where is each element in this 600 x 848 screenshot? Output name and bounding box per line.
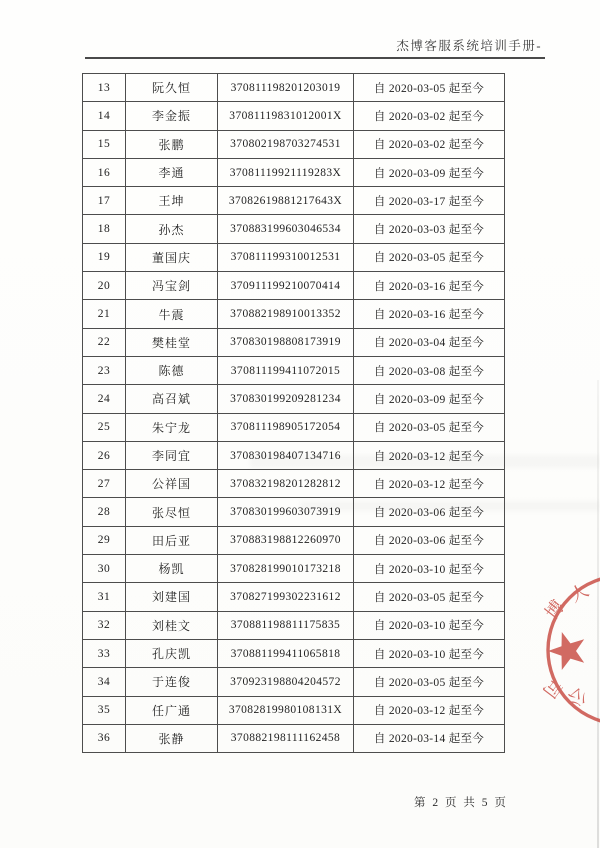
employment-period: 自 2020-03-16 起至今 xyxy=(354,300,504,328)
person-name: 刘桂文 xyxy=(126,612,218,640)
employment-period: 自 2020-03-09 起至今 xyxy=(354,385,504,413)
row-number: 26 xyxy=(83,442,126,470)
employment-period: 自 2020-03-05 起至今 xyxy=(354,74,504,102)
employment-period: 自 2020-03-12 起至今 xyxy=(354,470,504,498)
row-number: 21 xyxy=(83,300,126,328)
person-name: 朱宁龙 xyxy=(126,414,218,442)
row-number: 23 xyxy=(83,357,126,385)
seal-char-bottom-1: 司 xyxy=(538,674,566,702)
row-number: 27 xyxy=(83,470,126,498)
id-number: 37081119921119283X xyxy=(218,159,354,187)
row-number: 20 xyxy=(83,272,126,300)
row-number: 15 xyxy=(83,131,126,159)
id-number: 370811198201203019 xyxy=(218,74,354,102)
id-number: 370911199210070414 xyxy=(218,272,354,300)
employment-period: 自 2020-03-04 起至今 xyxy=(354,329,504,357)
row-number: 33 xyxy=(83,640,126,668)
red-seal-stamp xyxy=(536,570,600,748)
employment-period: 自 2020-03-02 起至今 xyxy=(354,131,504,159)
seal-circle xyxy=(548,576,600,724)
person-name: 高召斌 xyxy=(126,385,218,413)
person-name: 孙杰 xyxy=(126,215,218,243)
header-divider-line xyxy=(85,57,545,59)
row-number: 24 xyxy=(83,385,126,413)
id-number: 370830198407134716 xyxy=(218,442,354,470)
employment-period: 自 2020-03-10 起至今 xyxy=(354,612,504,640)
person-name: 任广通 xyxy=(126,697,218,725)
id-number: 370828199010173218 xyxy=(218,555,354,583)
person-name: 李同宜 xyxy=(126,442,218,470)
person-name: 孔庆凯 xyxy=(126,640,218,668)
seal-char-bottom-2: 公 xyxy=(564,683,591,711)
id-number: 370811199411072015 xyxy=(218,357,354,385)
row-number: 29 xyxy=(83,527,126,555)
row-number: 16 xyxy=(83,159,126,187)
id-number: 370881199411065818 xyxy=(218,640,354,668)
person-name: 李金振 xyxy=(126,102,218,130)
row-number: 17 xyxy=(83,187,126,215)
employment-period: 自 2020-03-06 起至今 xyxy=(354,498,504,526)
id-number: 370830199209281234 xyxy=(218,385,354,413)
row-number: 30 xyxy=(83,555,126,583)
employment-period: 自 2020-03-02 起至今 xyxy=(354,102,504,130)
person-name: 田后亚 xyxy=(126,527,218,555)
scan-artifact xyxy=(250,455,600,468)
id-number: 37082619881217643X xyxy=(218,187,354,215)
person-name: 陈德 xyxy=(126,357,218,385)
row-number: 36 xyxy=(83,725,126,752)
scan-artifact xyxy=(300,501,600,511)
id-number: 370881198811175835 xyxy=(218,612,354,640)
person-name: 张尽恒 xyxy=(126,498,218,526)
row-number: 31 xyxy=(83,583,126,611)
person-name: 张静 xyxy=(126,725,218,752)
roster-table xyxy=(82,73,505,753)
person-name: 王坤 xyxy=(126,187,218,215)
employment-period: 自 2020-03-12 起至今 xyxy=(354,442,504,470)
page-number-indicator: 第 2 页 共 5 页 xyxy=(414,797,508,809)
id-number: 37081119831012001X xyxy=(218,102,354,130)
employment-period: 自 2020-03-08 起至今 xyxy=(354,357,504,385)
person-name: 杨凯 xyxy=(126,555,218,583)
row-number: 32 xyxy=(83,612,126,640)
id-number: 370923198804204572 xyxy=(218,668,354,696)
id-number: 370883198812260970 xyxy=(218,527,354,555)
id-number: 370811199310012531 xyxy=(218,244,354,272)
person-name: 牛震 xyxy=(126,300,218,328)
employment-period: 自 2020-03-12 起至今 xyxy=(354,697,504,725)
person-name: 冯宝剑 xyxy=(126,272,218,300)
id-number: 370882198910013352 xyxy=(218,300,354,328)
row-number: 28 xyxy=(83,498,126,526)
seal-char-top-2: 人 xyxy=(566,579,593,607)
employment-period: 自 2020-03-10 起至今 xyxy=(354,640,504,668)
person-name: 董国庆 xyxy=(126,244,218,272)
employment-period: 自 2020-03-03 起至今 xyxy=(354,215,504,243)
employment-period: 自 2020-03-09 起至今 xyxy=(354,159,504,187)
id-number: 370827199302231612 xyxy=(218,583,354,611)
row-number: 34 xyxy=(83,668,126,696)
person-name: 樊桂堂 xyxy=(126,329,218,357)
person-name: 刘建国 xyxy=(126,583,218,611)
person-name: 张鹏 xyxy=(126,131,218,159)
id-number: 370830199603073919 xyxy=(218,498,354,526)
row-number: 18 xyxy=(83,215,126,243)
employment-period: 自 2020-03-16 起至今 xyxy=(354,272,504,300)
row-number: 14 xyxy=(83,102,126,130)
employment-period: 自 2020-03-05 起至今 xyxy=(354,244,504,272)
person-name: 阮久恒 xyxy=(126,74,218,102)
employment-period: 自 2020-03-05 起至今 xyxy=(354,414,504,442)
id-number: 37082819980108131X xyxy=(218,697,354,725)
seal-char-top-1: 博 xyxy=(541,596,570,624)
employment-period: 自 2020-03-05 起至今 xyxy=(354,668,504,696)
id-number: 370883199603046534 xyxy=(218,215,354,243)
id-number: 370882198111162458 xyxy=(218,725,354,752)
page-edge-shadow xyxy=(597,380,599,848)
id-number: 370811198905172054 xyxy=(218,414,354,442)
id-number: 370830198808173919 xyxy=(218,329,354,357)
employment-period: 自 2020-03-06 起至今 xyxy=(354,527,504,555)
star-icon xyxy=(544,626,591,672)
row-number: 13 xyxy=(83,74,126,102)
row-number: 22 xyxy=(83,329,126,357)
employment-period: 自 2020-03-14 起至今 xyxy=(373,733,485,746)
person-name: 李通 xyxy=(126,159,218,187)
employment-period: 自 2020-03-17 起至今 xyxy=(354,187,504,215)
id-number: 370832198201282812 xyxy=(218,470,354,498)
employment-period: 自 2020-03-10 起至今 xyxy=(354,555,504,583)
row-number: 19 xyxy=(83,244,126,272)
person-name: 于连俊 xyxy=(126,668,218,696)
row-number: 25 xyxy=(83,414,126,442)
person-name: 公祥国 xyxy=(126,470,218,498)
employment-period: 自 2020-03-05 起至今 xyxy=(354,583,504,611)
document-header-title: 杰博客服系统培训手册- xyxy=(396,39,542,53)
id-number: 370802198703274531 xyxy=(218,131,354,159)
row-number: 35 xyxy=(83,697,126,725)
